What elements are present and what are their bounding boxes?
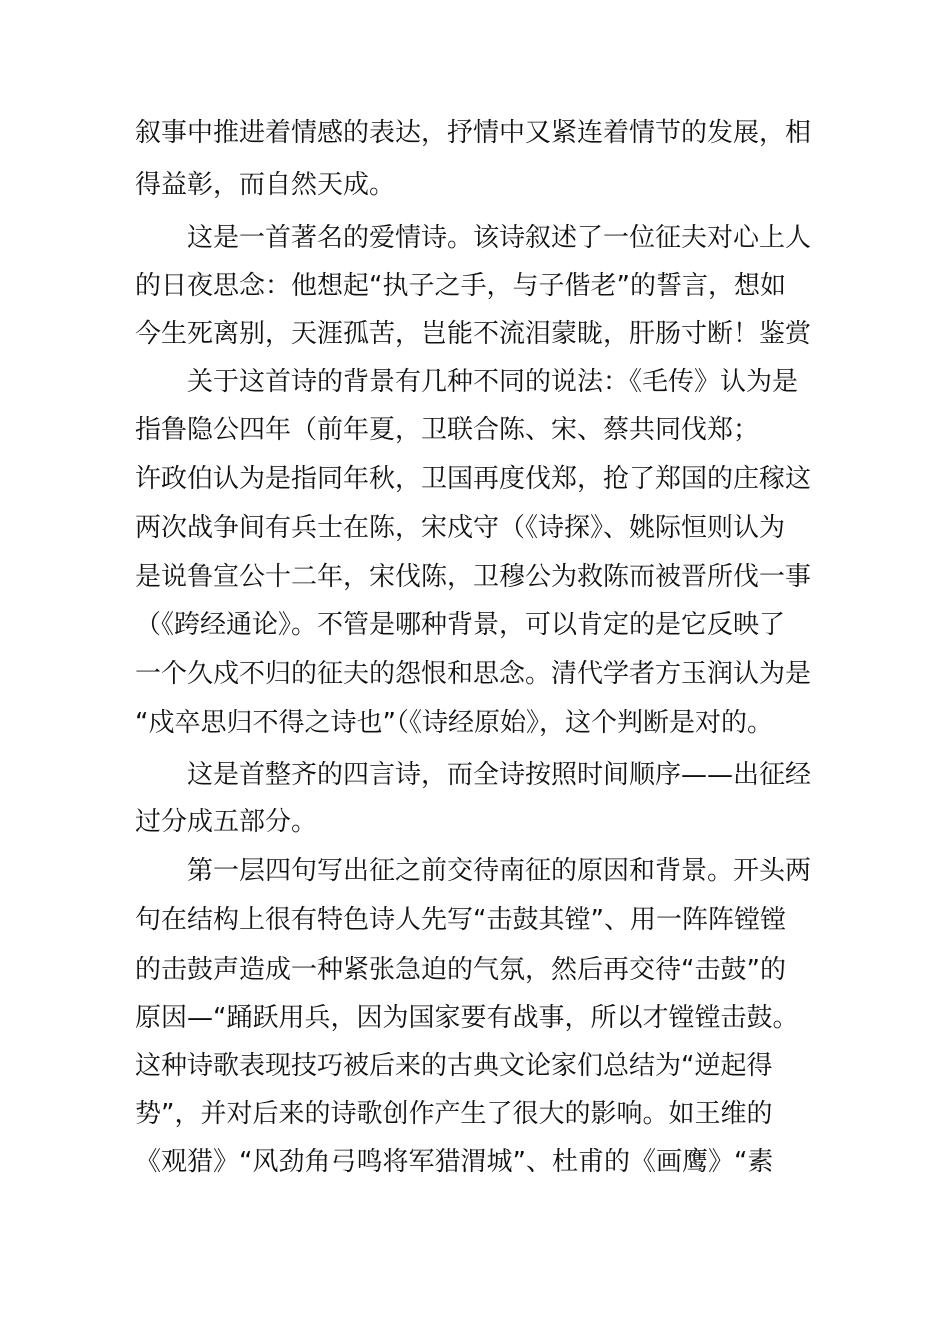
text-line: 得益彰，而自然天成。 xyxy=(135,170,396,200)
text-line: 原因—“踊跃用兵，因为国家要有战事，所以才镗镗击鼓。 xyxy=(135,1003,799,1033)
text-line: 一个久戍不归的征夫的怨恨和思念。清代学者方玉润认为是 xyxy=(135,659,812,689)
text-line: 《观猎》“风劲角弓鸣将军猎渭城”、杜甫的《画鹰》“素 xyxy=(135,1147,774,1177)
text-line: 过分成五部分。 xyxy=(135,807,318,837)
text-line: 势”，并对后来的诗歌创作产生了很大的影响。如王维的 xyxy=(135,1099,773,1129)
text-line: 指鲁隐公四年（前年夏，卫联合陈、宋、蔡共同伐郑； xyxy=(135,415,760,445)
text-line: 今生死离别，天涯孤苦，岂能不流泪蒙眬，肝肠寸断！鉴赏 xyxy=(135,319,812,349)
text-line: “戍卒思归不得之诗也”（《诗经原始》，这个判断是对的。 xyxy=(135,708,773,738)
text-line: 这是首整齐的四言诗，而全诗按照时间顺序——出征经 xyxy=(135,760,812,790)
text-line: 句在结构上很有特色诗人先写“击鼓其镗”、用一阵阵镗镗 xyxy=(135,905,786,935)
text-line: 这种诗歌表现技巧被后来的古典文论家们总结为“逆起得 xyxy=(135,1051,773,1081)
text-line: 两次战争间有兵士在陈，宋戍守（《诗探》、姚际恒则认为 xyxy=(135,513,786,543)
text-line: 这是一首著名的爱情诗。该诗叙述了一位征夫对心上人 xyxy=(135,223,812,253)
text-line: 的日夜思念：他想起“执子之手，与子偕老”的誓言，想如 xyxy=(135,271,786,301)
text-line: 第一层四句写出征之前交待南征的原因和背景。开头两 xyxy=(135,856,812,886)
text-line: 叙事中推进着情感的表达，抒情中又紧连着情节的发展，相 xyxy=(135,118,812,148)
text-line: 的击鼓声造成一种紧张急迫的气氛，然后再交待“击鼓”的 xyxy=(135,955,786,985)
text-line: 是说鲁宣公十二年，宋伐陈，卫穆公为救陈而被晋所伐一事 xyxy=(135,562,812,592)
text-line: （《跨经通论》。不管是哪种背景，可以肯定的是它反映了 xyxy=(135,610,786,640)
text-line: 关于这首诗的背景有几种不同的说法：《毛传》认为是 xyxy=(135,367,799,397)
text-line: 许政伯认为是指同年秋，卫国再度伐郑，抢了郑国的庄稼这 xyxy=(135,464,812,494)
